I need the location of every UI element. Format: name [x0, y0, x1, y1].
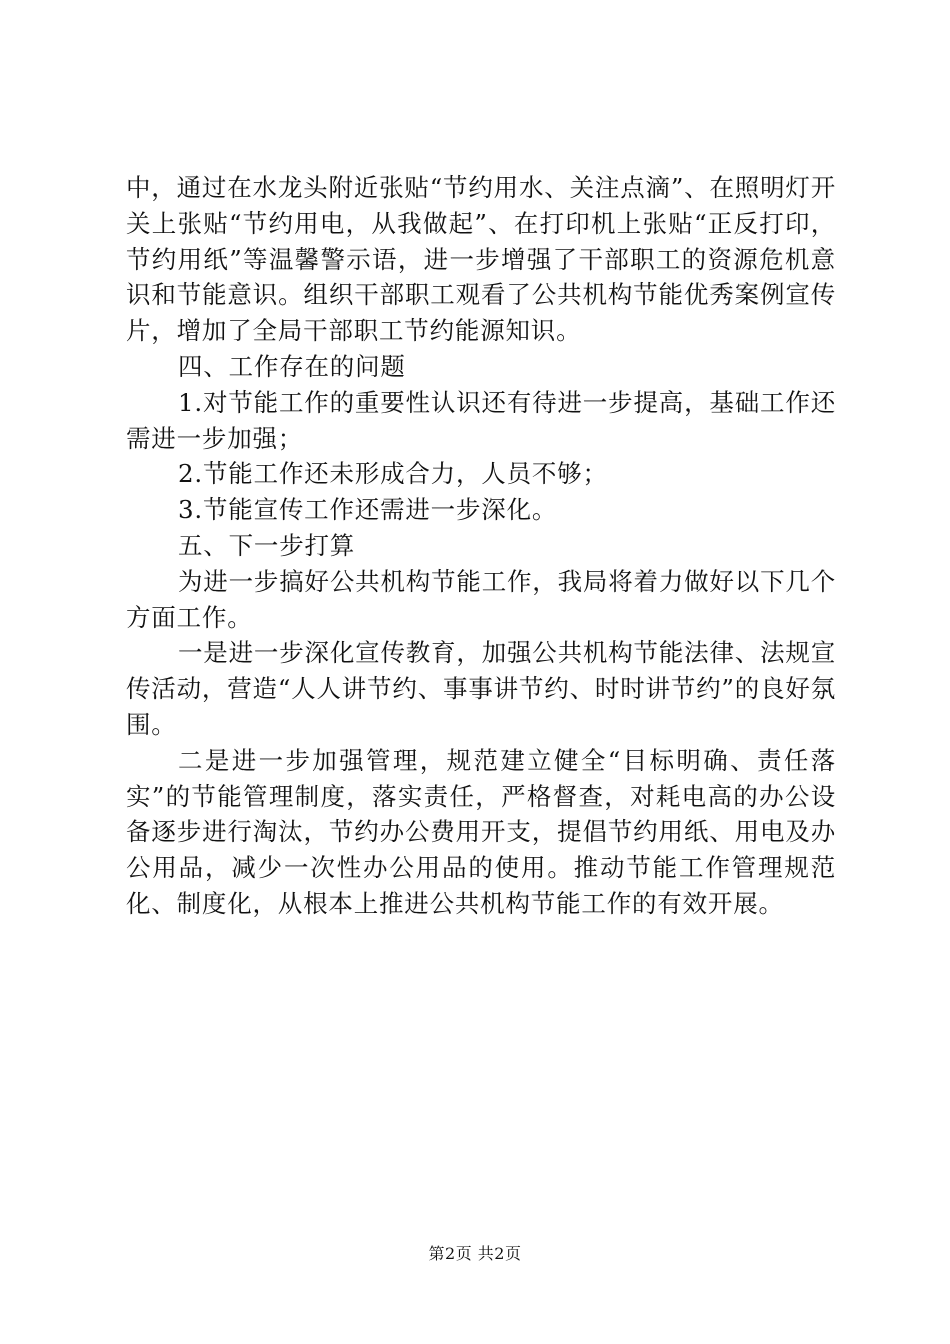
document-body — [126, 170, 836, 922]
paragraph-continuation: 中，通过在水龙头附近张贴“节约用水、关注点滴”、在照明灯开关上张贴“节约用电，从我做起”、在打印机上张贴“正反打印，节约用纸”等温馨警示语，进一步增强了干部职工的资源危机意识和节能意识。组织干部职工观看了公共机构节能优秀案例宣传片，增加了全局干部职工节约能源知识。 — [126, 173, 836, 346]
issue-item-1: 1.对节能工作的重要性认识还有待进一步提高，基础工作还需进一步加强； — [126, 387, 836, 453]
next-steps-intro: 为进一步搞好公共机构节能工作，我局将着力做好以下几个方面工作。 — [126, 566, 836, 632]
next-step-2: 二是进一步加强管理，规范建立健全“目标明确、责任落实”的节能管理制度，落实责任，严格督查，对耗电高的办公设备逐步进行淘汰，节约办公费用开支，提倡节约用纸、用电及办公用品，减少一次性办公用品的使用。推动节能工作管理规范化、制度化，从根本上推进公共机构节能工作的有效开展。 — [126, 745, 836, 918]
next-step-1: 一是进一步深化宣传教育，加强公共机构节能法律、法规宣传活动，营造“人人讲节约、事事讲节约、时时讲节约”的良好氛围。 — [126, 638, 836, 739]
heading-issues: 四、工作存在的问题 — [178, 351, 406, 381]
issue-item-2: 2.节能工作还未形成合力，人员不够； — [178, 459, 608, 489]
page-number-footer: 第2页 共2页 — [428, 1244, 522, 1263]
issue-item-3: 3.节能宣传工作还需进一步深化。 — [178, 495, 558, 525]
heading-next-steps: 五、下一步打算 — [178, 530, 356, 560]
